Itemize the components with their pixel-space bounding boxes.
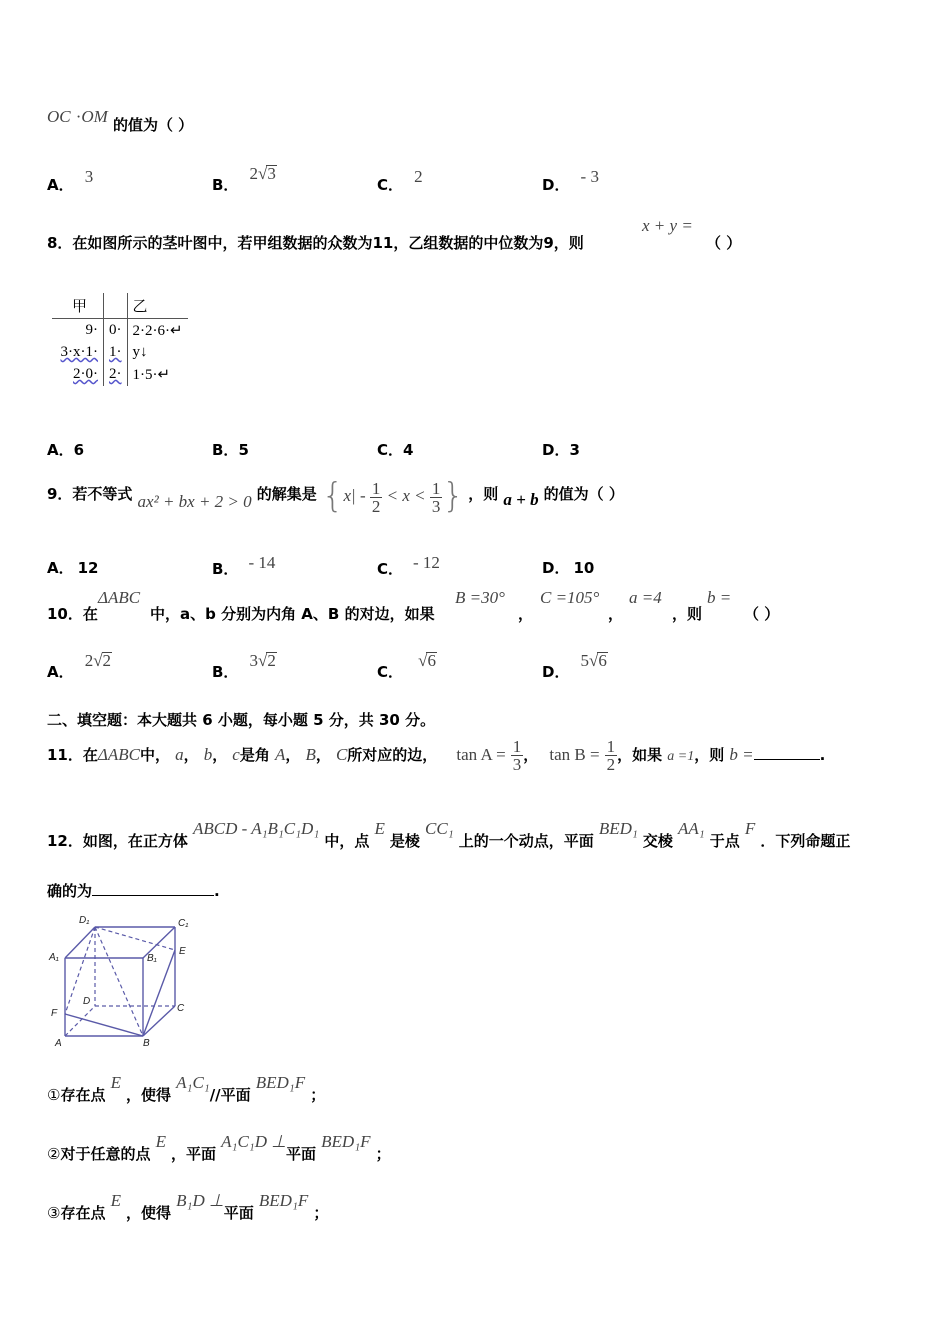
- q12-statement-1-m2: A₁C₁: [176, 1073, 210, 1092]
- q12-point-e: E: [374, 819, 385, 838]
- q9-option-c-value: - 12: [413, 553, 440, 572]
- q10-cond-a: a =4: [629, 588, 662, 607]
- q12-statement-3-m1: E: [110, 1191, 121, 1210]
- stem-leaf-header-right: 乙: [127, 293, 188, 319]
- q10-cond-b: B =30°: [455, 588, 505, 607]
- cube-diagram: [45, 910, 205, 1050]
- cube-label-b1: B₁: [147, 953, 157, 964]
- q7-tail: 的值为（ ）: [112, 116, 194, 134]
- q10-stem-b: 中，a、b 分别为内角 A、B 的对边，如果: [150, 605, 435, 623]
- q8-option-d-label: D．: [542, 441, 570, 459]
- q9-option-c: [377, 552, 440, 578]
- stem-leaf-left: 9·: [52, 319, 104, 343]
- q11-sep: ，: [285, 746, 301, 764]
- cube-label-e: E: [179, 946, 186, 957]
- q11-sep: ，: [183, 746, 199, 764]
- q11-side-b: b: [203, 745, 213, 764]
- stem-leaf-header-stem: [104, 293, 128, 319]
- q9-frac-1-num: 1: [371, 478, 381, 498]
- q11-angle-c: C: [335, 745, 348, 764]
- q12-stem-a: 12．如图，在正方体: [47, 832, 188, 850]
- q10-sep-1: ，: [518, 605, 534, 623]
- q11-side-c: c: [232, 745, 240, 764]
- cube-label-c: C: [177, 1003, 185, 1014]
- q8-stem: [47, 232, 584, 253]
- q12-statement-1-t2: ，使得: [126, 1086, 172, 1104]
- q10-triangle: ΔABC: [98, 588, 141, 607]
- q11-tan-a-den: 3: [512, 755, 522, 774]
- q7-option-a-value: 3: [84, 167, 94, 186]
- q8-option-c-value: 4: [403, 441, 414, 459]
- q12-statement-3-t1: 存在点: [60, 1204, 106, 1222]
- q8-expr: x + y =: [642, 216, 693, 235]
- q8-option-a-value: 6: [73, 441, 85, 459]
- q12-answer-blank: [92, 895, 214, 896]
- q9-stem-a: 9．若不等式: [47, 485, 133, 503]
- q10-option-d: [542, 650, 608, 681]
- q12-line2: 确的为 .: [47, 882, 220, 900]
- q8-option-d-value: 3: [569, 441, 580, 459]
- stem-leaf-header-left: 甲: [52, 293, 104, 319]
- q12-statement-1: [47, 1072, 326, 1104]
- q8-option-a-label: A．: [47, 441, 74, 459]
- q11-tan-b-frac: [605, 738, 618, 773]
- section-heading: 二、填空题：本大题共 6 小题，每小题 5 分，共 30 分。: [47, 711, 436, 729]
- q12-plane: BED₁: [598, 819, 638, 838]
- q10-option-a-label: A．: [47, 663, 74, 681]
- q10-option-a: [47, 650, 112, 681]
- q9-stem: [47, 476, 624, 516]
- q11-expr: b =: [729, 745, 754, 764]
- q11-angle-b: B: [305, 745, 316, 764]
- stem-leaf-plot: [52, 293, 188, 386]
- q10-option-c-value: √6: [418, 651, 436, 670]
- q11-stem: 11．在ΔABC中， a， b， c是角 A， B， C所对应的边， tan A = $\frac{1}{3}$ ， tan B = $\frac{1}{2}$ ，如果 a =1，则 b = .: [47, 737, 826, 774]
- q9-option-d-label: D．: [542, 559, 570, 577]
- q12-statement-3-m2: B₁D ⊥: [176, 1191, 224, 1210]
- q12-stem-f: 于点: [709, 832, 740, 850]
- q9-option-d: [542, 557, 594, 578]
- q11-stem-a: 11．在: [47, 746, 98, 764]
- q10-option-b-coef: 3: [249, 651, 259, 670]
- cube-label-b: B: [143, 1038, 150, 1049]
- q8-option-c: [377, 439, 413, 460]
- q12-statement-2-t1: 对于任意的点: [60, 1145, 151, 1163]
- stem-leaf-right: 2·2·6·↵: [127, 319, 188, 343]
- q9-option-b-label: B．: [212, 560, 239, 578]
- q10-option-c-label: C．: [377, 663, 404, 681]
- right-brace-icon: }: [442, 476, 465, 516]
- q9-option-a: [47, 557, 98, 578]
- q9-set-bar: | -: [351, 486, 366, 505]
- q7-stem: [47, 106, 194, 134]
- stem-leaf-stem: 0·: [109, 322, 122, 338]
- cube-figure: [45, 910, 205, 1050]
- q9-option-b-value: - 14: [248, 553, 276, 572]
- q12-statement-2-m3: BED₁F: [321, 1132, 371, 1151]
- q11-tan-b: tan B =: [549, 745, 600, 764]
- q12-statement-3-m3: BED₁F: [258, 1191, 309, 1210]
- q12-statement-2: [47, 1131, 391, 1163]
- q11-angle-a: A: [274, 745, 286, 764]
- q12-stem-b: 中，点: [324, 832, 370, 850]
- stem-leaf-left: 3·x·1·: [52, 342, 104, 363]
- q12-statement-1-m3: BED₁F: [255, 1073, 306, 1092]
- q7-option-c-value: 2: [414, 167, 423, 186]
- q10-option-c: [377, 650, 437, 681]
- q9-stem-c: ，则: [468, 485, 499, 503]
- q12-stem-c: 是棱: [389, 832, 420, 850]
- q8-option-d: [542, 439, 580, 460]
- stem-leaf-row: [52, 363, 188, 386]
- q7-option-b: [212, 163, 277, 194]
- q10-option-b: [212, 650, 277, 681]
- q9-option-b: [212, 552, 276, 578]
- q12-statement-2-t2: ，平面: [171, 1145, 217, 1163]
- q7-option-d: [542, 166, 599, 194]
- q10-option-a-radicand: 2: [102, 651, 112, 670]
- q12-stem-d: 上的一个动点，平面: [458, 832, 594, 850]
- q12-statement-3-t3: 平面: [223, 1204, 254, 1222]
- stem-leaf-right: y↓: [127, 342, 188, 363]
- q9-inequality: ax² + bx + 2 > 0: [137, 492, 252, 511]
- q8-option-a: [47, 439, 84, 460]
- q10-stem-c: ，则: [672, 605, 703, 623]
- q9-stem-b: 的解集是: [256, 485, 317, 503]
- q11-stem-f: ，则: [694, 746, 725, 764]
- q7-option-b-coef: 2: [249, 164, 259, 183]
- q12-stem-g: ．下列命题正: [760, 832, 851, 850]
- q10-option-b-label: B．: [212, 663, 239, 681]
- q7-option-b-radicand: 3: [267, 164, 276, 183]
- q10-sep-2: ，: [608, 605, 624, 623]
- q11-stem-b: 中，: [139, 746, 170, 764]
- q9-frac-1-den: 2: [371, 496, 381, 516]
- q9-frac-2-den: 3: [431, 496, 441, 516]
- q12-statement-2-m2: A₁C₁D ⊥: [221, 1132, 287, 1151]
- stem-leaf-row: [52, 342, 188, 363]
- stem-leaf-stem: 2·: [109, 366, 122, 382]
- q10-option-d-coef: 5: [580, 651, 590, 670]
- q8-option-b-label: B．: [212, 441, 239, 459]
- q7-expr-dot: ·: [75, 107, 82, 126]
- stem-leaf-right: 1·5·↵: [127, 363, 188, 386]
- q12-statement-1-end: ；: [310, 1086, 326, 1104]
- q7-option-a-label: A．: [47, 176, 74, 194]
- q9-stem-d: 的值为（ ）: [543, 485, 624, 503]
- q9-solution-set: [321, 476, 468, 516]
- q12-statement-3: [47, 1190, 329, 1222]
- cube-label-f: F: [51, 1008, 58, 1019]
- q11-sep: ，: [523, 746, 539, 764]
- q12-stem: [47, 818, 851, 850]
- q11-tan-a: tan A =: [456, 745, 506, 764]
- q7-option-d-value: - 3: [580, 167, 599, 186]
- q12-line2-text: 确的为: [47, 882, 93, 900]
- q10-cond-c: C =105°: [540, 588, 600, 607]
- q9-option-a-value: 12: [77, 559, 99, 577]
- q9-option-d-value: 10: [573, 559, 595, 577]
- q11-stem-e: ，如果: [617, 746, 663, 764]
- q10-option-c-radicand: 6: [427, 651, 436, 670]
- q8-stem-text: 8．在如图所示的茎叶图中，若甲组数据的众数为11，乙组数据的中位数为9，则: [47, 234, 584, 252]
- q8-paren: （ ）: [706, 234, 742, 252]
- q12-edge-cc1: CC₁: [425, 819, 454, 838]
- q11-tan-b-den: 2: [606, 755, 616, 774]
- q8-option-b: [212, 439, 249, 460]
- q11-tan-a-frac: [511, 738, 524, 773]
- q10-option-d-label: D．: [542, 663, 570, 681]
- q10-option-d-radicand: 6: [598, 651, 607, 670]
- q9-frac-1: [370, 480, 383, 515]
- q12-cube: ABCD - A₁B₁C₁D₁: [192, 819, 320, 838]
- stem-leaf-table: [52, 293, 188, 386]
- q12-statement-1-t3: //平面: [209, 1086, 251, 1104]
- q12-statement-1-t1: 存在点: [60, 1086, 106, 1104]
- q10-option-a-coef: 2: [84, 651, 94, 670]
- q10-expr: b =: [707, 588, 732, 607]
- q7-option-b-label: B．: [212, 176, 239, 194]
- left-brace-icon: {: [321, 476, 344, 516]
- q11-side-a: a: [175, 745, 184, 764]
- q9-frac-2: [430, 480, 443, 515]
- q7-option-c-label: C．: [377, 176, 404, 194]
- q12-statement-1-m1: E: [110, 1073, 121, 1092]
- q12-statement-2-num: ②: [47, 1145, 61, 1163]
- q12-statement-1-num: ①: [47, 1086, 61, 1104]
- q7-option-b-value: 2√3: [249, 164, 276, 183]
- q11-tan-b-num: 1: [606, 737, 616, 756]
- q9-expr: a + b: [503, 490, 539, 509]
- q12-point-f: F: [744, 819, 756, 838]
- cube-label-d: D: [83, 996, 91, 1007]
- q8-option-b-value: 5: [238, 441, 249, 459]
- q9-option-a-label: A．: [47, 559, 74, 577]
- q7-expr-rhs: OM: [81, 107, 108, 126]
- q12-statement-3-t2: ，使得: [126, 1204, 172, 1222]
- q9-frac-2-num: 1: [431, 478, 441, 498]
- stem-leaf-left: 2·0·: [52, 363, 104, 386]
- q12-statement-2-end: ；: [375, 1145, 391, 1163]
- q11-stem-d: 所对应的边，: [347, 746, 438, 764]
- q9-set-mid: < x <: [386, 486, 426, 505]
- q9-set-x: x: [343, 486, 352, 505]
- q12-statement-2-t3: 平面: [286, 1145, 317, 1163]
- stem-leaf-row: [52, 319, 188, 343]
- cube-label-d1: D₁: [79, 915, 90, 926]
- q7-expr-lhs: OC: [47, 107, 71, 126]
- q10-paren: （ ）: [744, 605, 780, 623]
- q10-option-b-value: 3√2: [249, 651, 276, 670]
- q11-answer-blank: [754, 759, 820, 760]
- q10-option-a-value: 2√2: [84, 651, 112, 670]
- cube-label-a: A: [55, 1038, 62, 1049]
- q11-sep: ，: [212, 746, 228, 764]
- q11-triangle: ΔABC: [97, 745, 140, 764]
- q10-option-b-radicand: 2: [267, 651, 276, 670]
- q7-option-d-label: D．: [542, 176, 570, 194]
- q12-statement-2-m1: E: [155, 1132, 166, 1151]
- q11-sep: ，: [315, 746, 331, 764]
- q11-cond: a =1: [667, 749, 695, 764]
- q11-stem-c: 是角: [239, 746, 270, 764]
- q7-option-c: [377, 166, 423, 194]
- q11-tan-a-num: 1: [512, 737, 522, 756]
- cube-label-c1: C₁: [178, 918, 189, 929]
- q9-option-c-label: C．: [377, 560, 404, 578]
- q10-option-d-value: 5√6: [580, 651, 607, 670]
- q10-stem-a: 10．在: [47, 605, 98, 623]
- q12-statement-3-end: ；: [313, 1204, 329, 1222]
- q7-option-a: [47, 166, 94, 194]
- q12-stem-e: 交棱: [642, 832, 673, 850]
- q12-edge-aa1: AA₁: [678, 819, 705, 838]
- cube-label-a1: A₁: [49, 952, 59, 963]
- q12-statement-3-num: ③: [47, 1204, 61, 1222]
- stem-leaf-stem: 1·: [109, 344, 122, 360]
- q8-option-c-label: C．: [377, 441, 404, 459]
